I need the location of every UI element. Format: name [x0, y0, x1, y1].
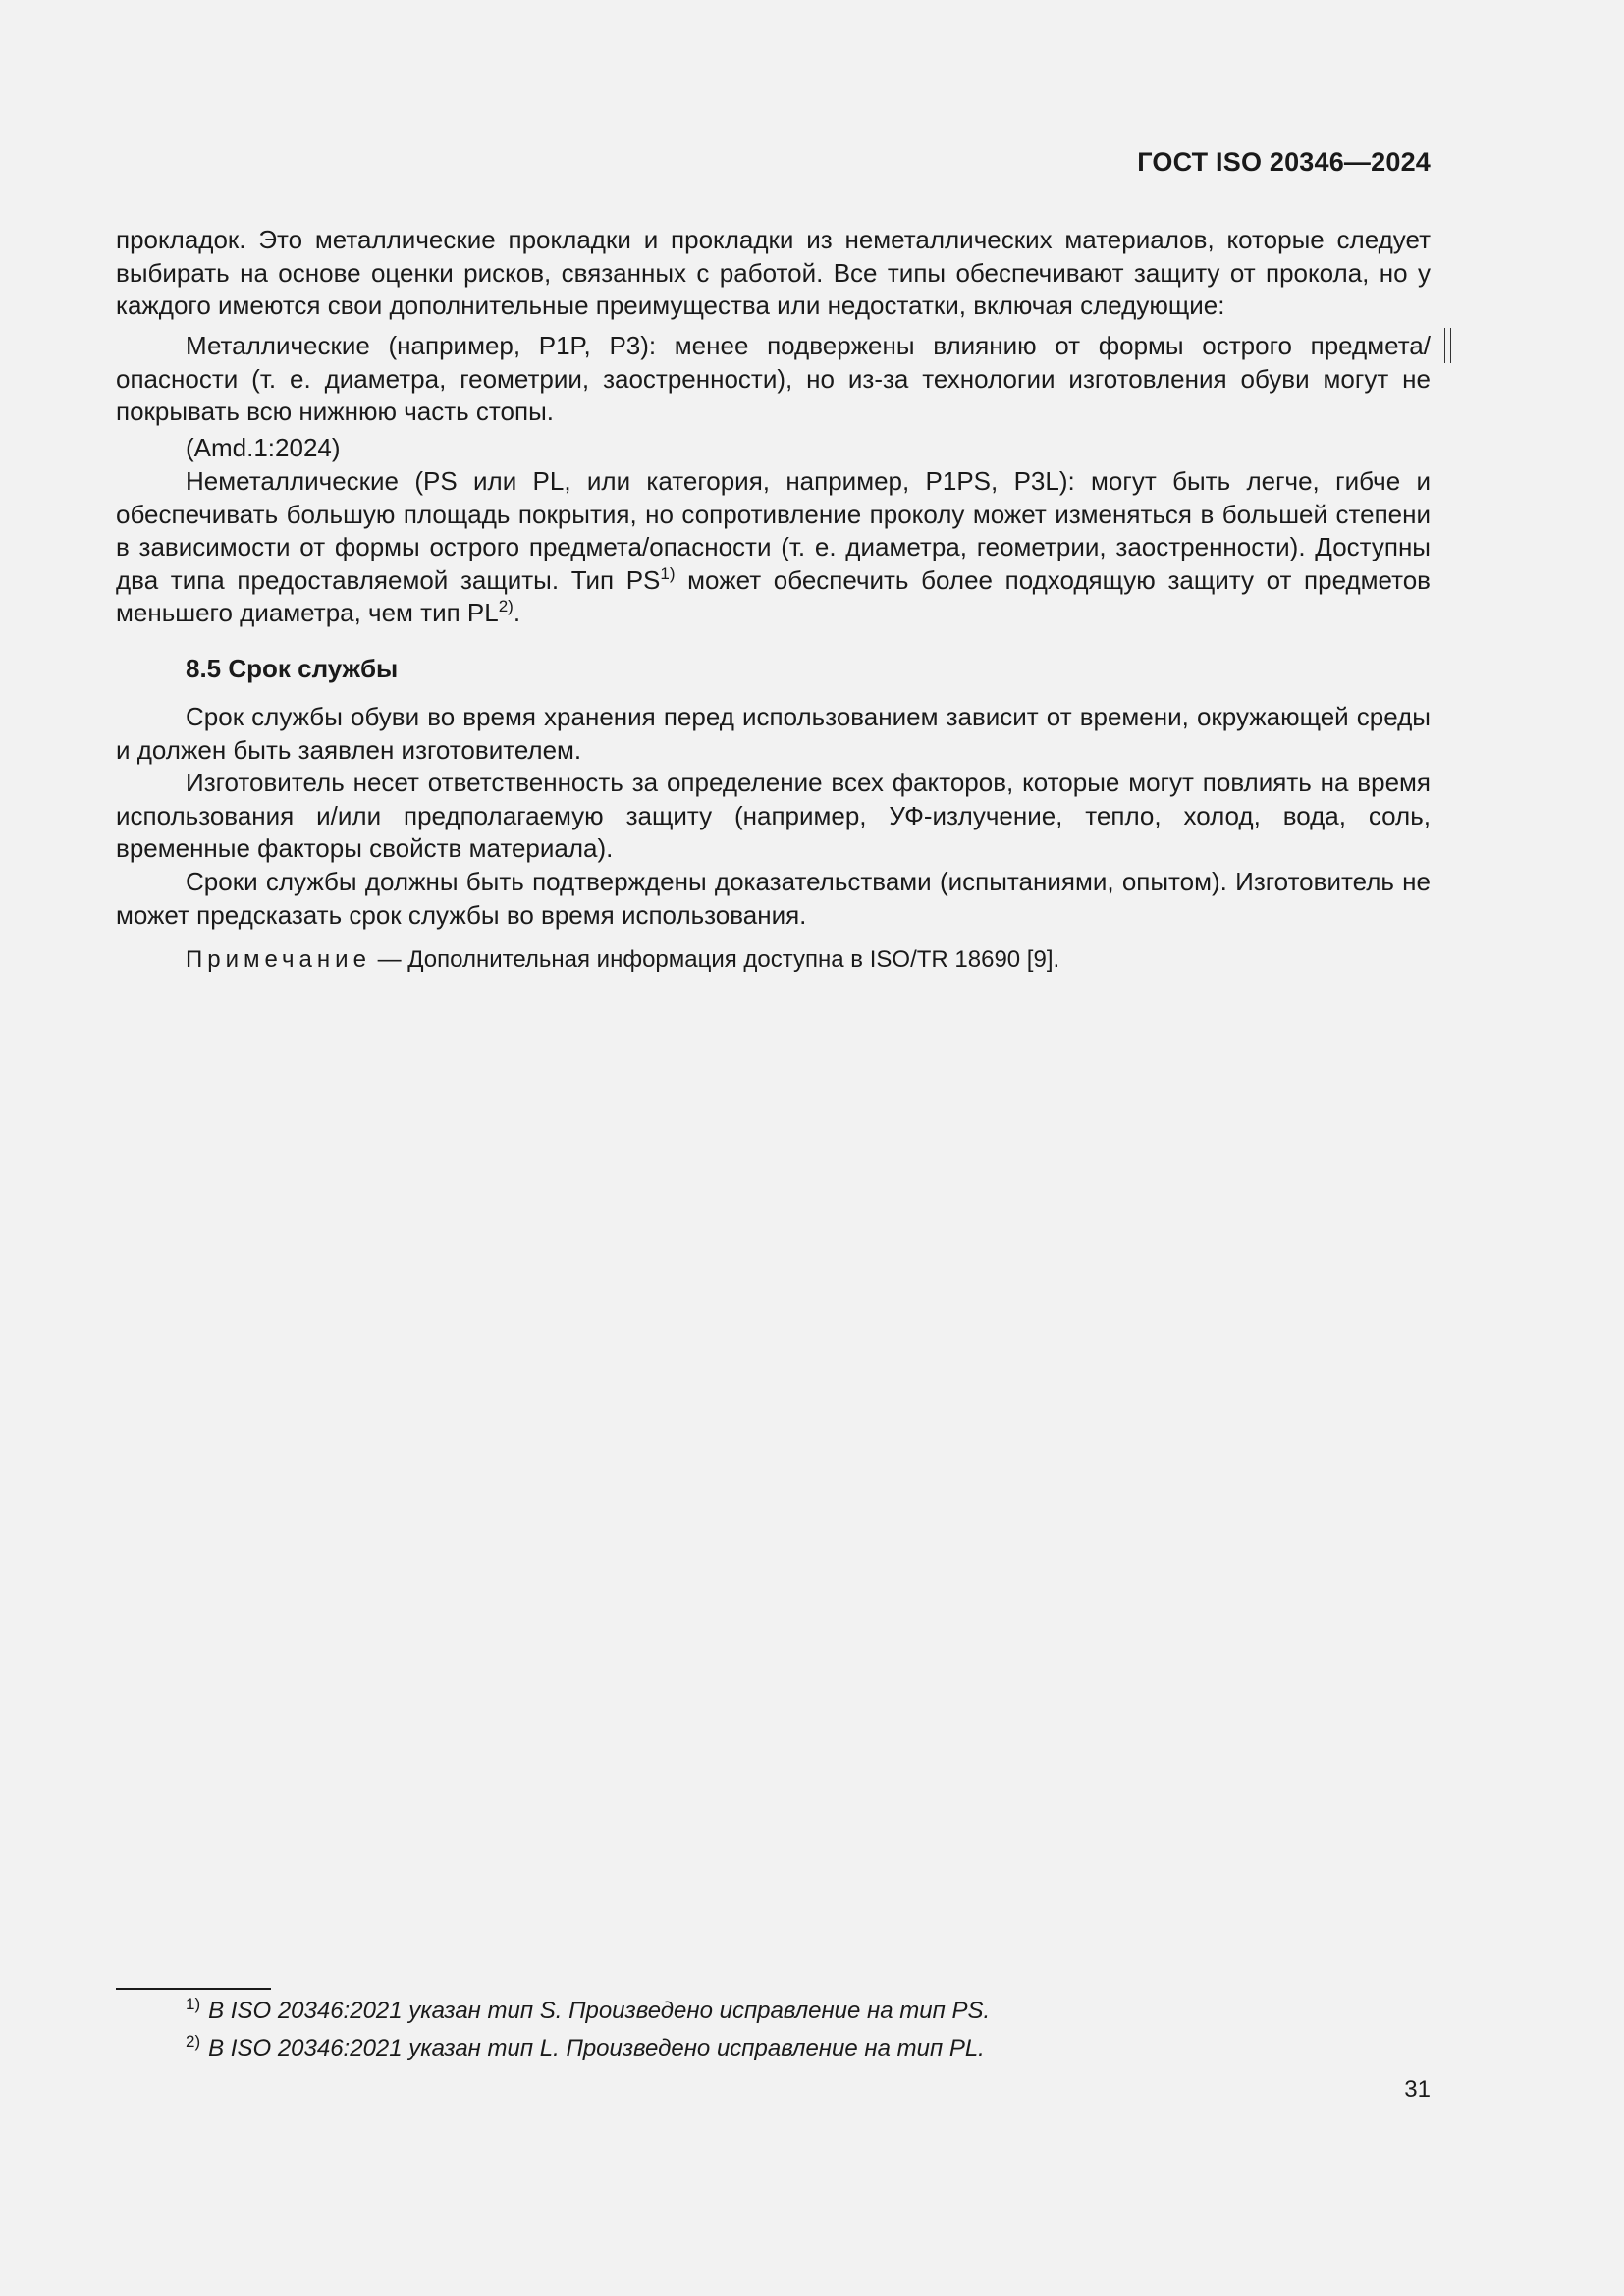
- note-text: Дополнительная информация доступна в ISO/TR 18690 [9].: [407, 946, 1060, 973]
- amendment-reference: (Amd.1:2024): [186, 433, 341, 462]
- note-label: Примечание: [186, 946, 371, 973]
- footnote-2-text: В ISO 20346:2021 указан тип L. Произведено исправление на тип PL.: [208, 2035, 985, 2061]
- paragraph-nonmetallic: [116, 465, 1431, 630]
- footnote-separator: [116, 1988, 271, 1990]
- document-code-header: ГОСТ ISO 20346—2024: [1137, 147, 1431, 177]
- section-heading: 8.5 Срок службы: [186, 654, 399, 683]
- footnote-1-text: В ISO 20346:2021 указан тип S. Произведено исправление на тип PS.: [208, 1998, 991, 2024]
- note-dash: —: [370, 946, 408, 973]
- paragraph-nonmetallic-text-a: Неметаллические (PS или PL, или категория, например, P1PS, P3L): могут быть легче, гибче и обеспечивать большую площадь покрытия, но сопротивление проколу может изменяться в большей степени в зависимости от формы острого предмета/опасности (т. е. диаметра, геометрии, заостренности). Доступны два типа предоставляемой защиты. Тип PS: [116, 466, 1431, 595]
- footnote-ref-1: 1): [660, 563, 676, 583]
- footnote-2: [186, 2032, 985, 2062]
- note: [186, 946, 1059, 974]
- paragraph-manufacturer-responsibility: Изготовитель несет ответственность за определение всех факторов, которые могут повлиять на время использования и/или предполагаемую защиту (например, УФ-излучение, тепло, холод, вода, соль, временные факторы свойств материала).: [116, 768, 1431, 863]
- page-number: 31: [1404, 2076, 1431, 2103]
- footnote-1: [186, 1995, 991, 2025]
- paragraph-nonmetallic-text-c: .: [513, 598, 521, 627]
- paragraph-service-life: Сроки службы должны быть подтверждены доказательствами (испытаниями, опытом). Изготовитель не может предсказать срок службы во время использования.: [116, 867, 1431, 930]
- footnote-1-mark: 1): [186, 1995, 201, 2013]
- change-bar-marker: [1444, 328, 1451, 363]
- paragraph-nonmetallic-text-b: может обеспечить более подходящую защиту от предметов меньшего диаметра, чем тип PL: [116, 564, 1431, 627]
- paragraph-continuation: прокладок. Это металлические прокладки и прокладки из неметаллических материалов, которые следует выбирать на основе оценки рисков, связанных с работой. Все типы обеспечивают защиту от прокола, но у каждого имеются свои дополнительные преимущества или недостатки, включая следующие:: [116, 225, 1431, 320]
- paragraph-storage-life: Срок службы обуви во время хранения перед использованием зависит от времени, окружающей среды и должен быть заявлен изготовителем.: [116, 702, 1431, 765]
- footnote-2-mark: 2): [186, 2032, 201, 2051]
- footnote-ref-2: 2): [498, 597, 514, 615]
- paragraph-metallic: Металлические (например, P1P, P3): менее подвержены влиянию от формы острого предмета/опасности (т. е. диаметра, геометрии, заостренности), но из-за технологии изготовления обуви могут не покрывать всю нижнюю часть стопы.: [116, 331, 1431, 426]
